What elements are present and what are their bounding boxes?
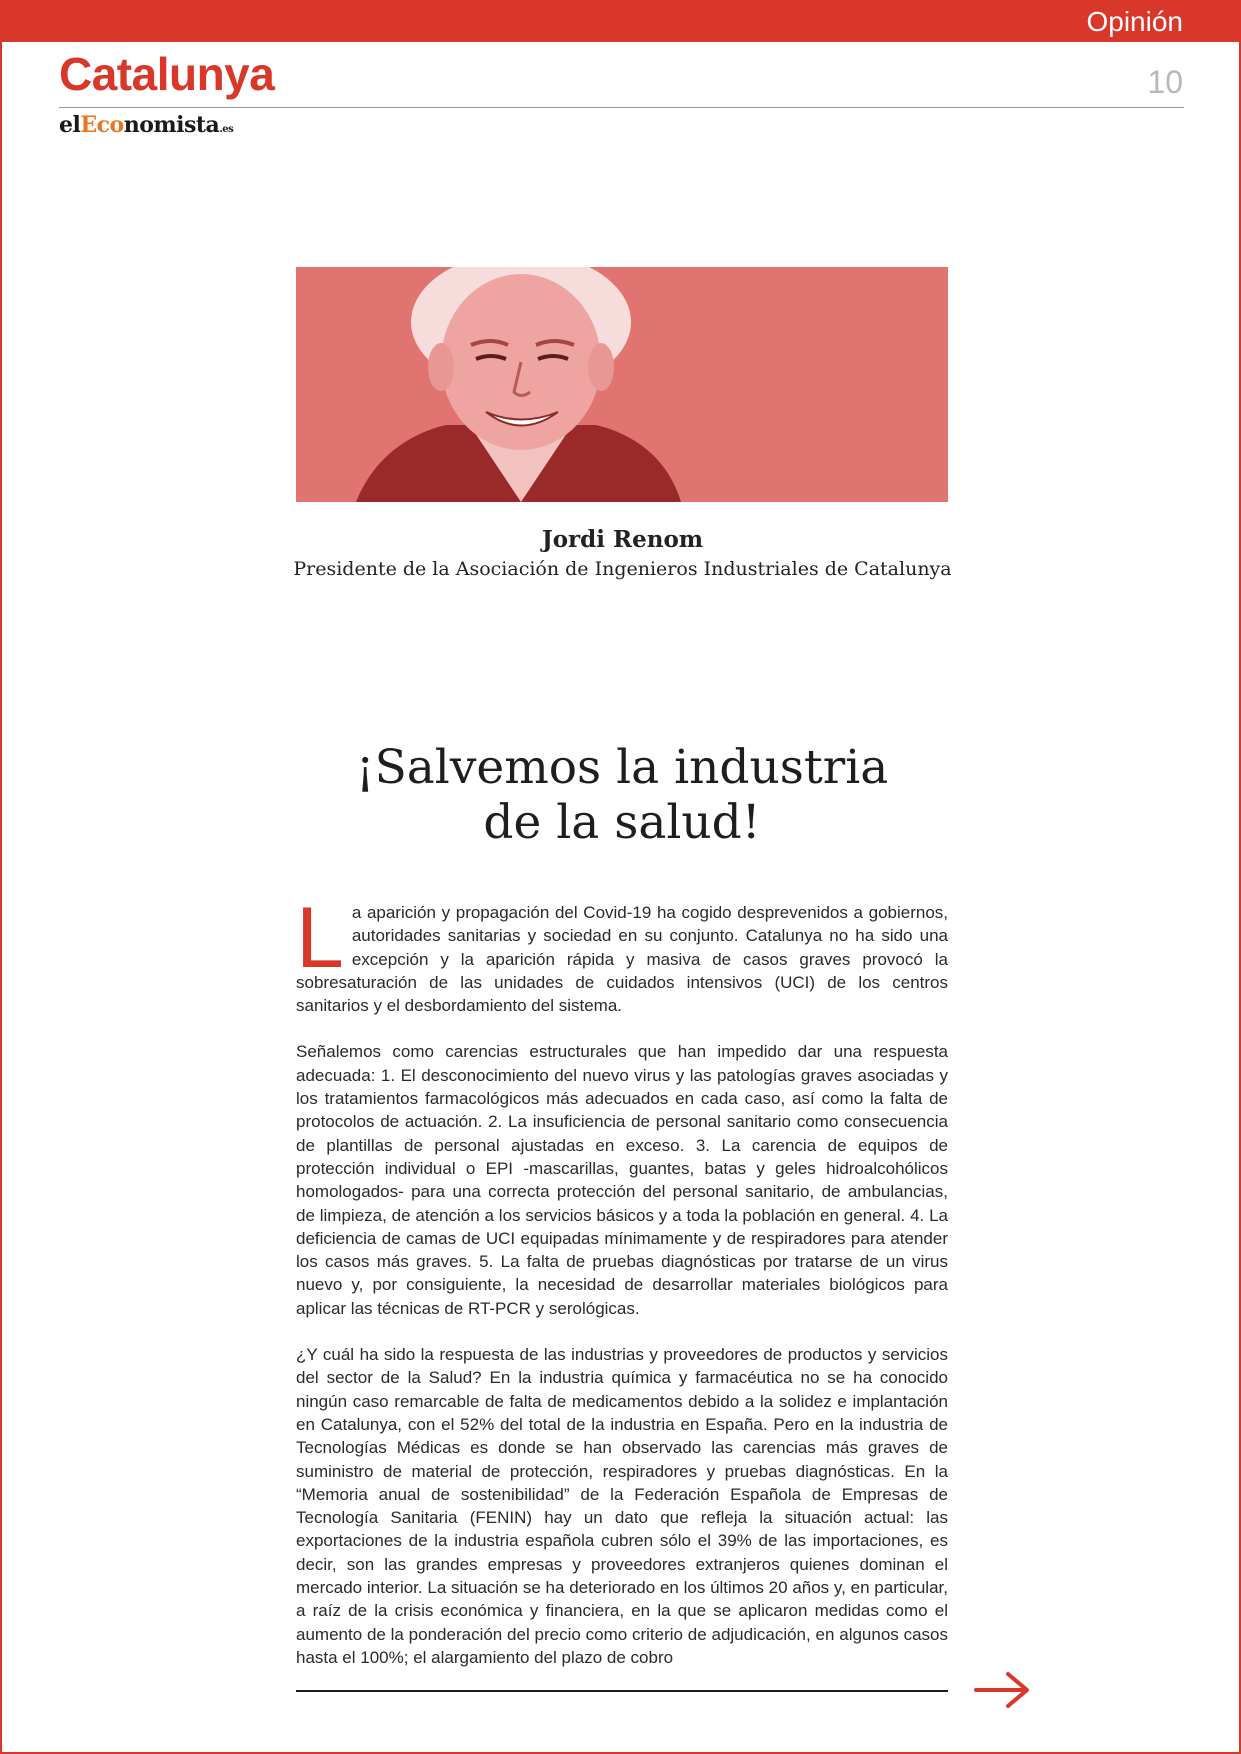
drop-cap: L: [296, 901, 344, 986]
author-role: Presidente de la Asociación de Ingenieros Industriales de Catalunya: [293, 558, 952, 580]
author-name: Jordi Renom: [541, 526, 704, 553]
headline-line-1: ¡Salvemos la industria: [355, 740, 889, 795]
article-paragraph-2: Señalemos como carencias estructurales que han impedido dar una respuesta adecuada: 1. El desconocimiento del nuevo virus y las patologías graves asociadas y los tratamientos farmacológicos más adecuados en cada caso, así como la falta de protocolos de actuación. 2. La insuficiencia de personal sanitario como consecuencia de plantillas de personal ajustadas en exceso. 3. La carencia de equipos de protección individual o EPI -mascarillas, guantes, batas y geles hidroalcohólicos homologados- para una correcta protección del personal sanitario, de ambulancias, de limpieza, de atención a los servicios básicos y a toda la población en general. 4. La deficiencia de camas de UCI equipadas mínimamente y de respiradores para atender los casos más graves. 5. La falta de pruebas diagnósticas por tratarse de un virus nuevo y, por consiguiente, la necesidad de desarrollar materiales biológicos para aplicar las técnicas de RT-PCR y serológicas.: [296, 1042, 948, 1318]
page-number: 10: [1147, 64, 1183, 100]
logo-part-nomista: nomista: [123, 112, 220, 138]
section-title: Catalunya: [59, 48, 275, 100]
top-bar: [2, 2, 1239, 42]
author-portrait-illustration: [296, 267, 948, 502]
header-divider: [59, 107, 1184, 108]
paragraph-1-text: a aparición y propagación del Covid-19 ha cogido desprevenidos a gobiernos, autoridades sanitarias y sociedad en su conjunto. Catalunya no ha sido una excepción y la aparición rápida y masiva de casos graves provocó la sobresaturación de las unidades de cuidados intensivos (UCI) de los centros sanitarios y el desbordamiento del sistema.: [296, 903, 948, 1016]
article-paragraph-1: [296, 901, 948, 1017]
publication-logo: [59, 110, 233, 145]
logo-part-tld: .es: [219, 124, 234, 135]
arrow-right-icon[interactable]: [972, 1668, 1034, 1712]
logo-part-eco: Eco: [80, 112, 124, 138]
footer-divider: [296, 1690, 948, 1692]
article-body: [296, 901, 948, 1673]
article-headline: [296, 740, 948, 850]
headline-line-2: de la salud!: [483, 795, 761, 850]
section-tag: Opinión: [1086, 6, 1183, 37]
logo-part-el: el: [59, 112, 81, 138]
article-paragraph-3: ¿Y cuál ha sido la respuesta de las industrias y proveedores de productos y servicios del sector de la Salud? En la industria química y farmacéutica no se ha conocido ningún caso remarcable de falta de medicamentos debido a la solidez e implantación en Catalunya, con el 52% del total de la industria en España. Pero en la industria de Tecnologías Médicas es donde se han observado las carencias más graves de suministro de material de protección, respiradores y pruebas diagnósticas. En la “Memoria anual de sostenibilidad” de la Federación Española de Empresas de Tecnología Sanitaria (FENIN) hay un dato que refleja la situación actual: las exportaciones de la industria española cubren sólo el 39% de las importaciones, es decir, son las grandes empresas y proveedores extranjeros quienes dominan el mercado interior. La situación se ha deteriorado en los últimos 20 años y, en particular, a raíz de la crisis económica y financiera, en la que se aplicaron medidas como el aumento de la ponderación del precio como criterio de adjudicación, en algunos casos hasta el 100%; el alargamiento del plazo de cobro: [296, 1345, 948, 1667]
arrow-right-glyph: [972, 1668, 1034, 1712]
author-portrait: [296, 267, 948, 502]
